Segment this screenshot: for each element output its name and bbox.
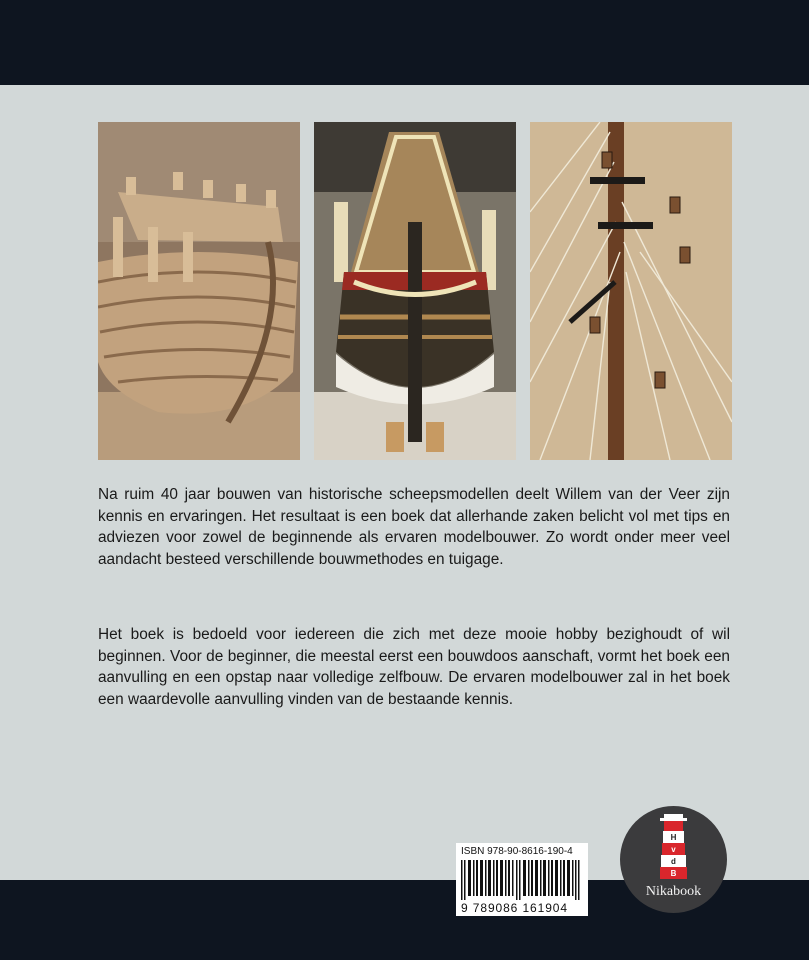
logo-letter-v: v [671,845,676,854]
publisher-logo [620,806,727,913]
isbn-label: ISBN 978-90-8616-190-4 [461,846,573,857]
barcode-bars [461,860,583,900]
logo-letter-d: d [671,857,676,866]
logo-letter-h: H [670,833,677,842]
logo-letter-b: B [670,869,677,878]
isbn-barcode [456,843,588,916]
photo-hull-frames [98,122,300,460]
ean-digits: 9 789086 161904 [461,901,568,915]
blurb-paragraph-1: Na ruim 40 jaar bouwen van historische scheepsmodellen deelt Willem van der Veer zijn kennis en ervaringen. Het resultaat is een boek dat allerhande zaken belicht vol met tips en adviezen voor zowel de beginnende als ervaren modelbouwer. Zo wordt onder meer veel aandacht besteed verschillende bouwmethodes en tuigage. [98,486,730,568]
blurb-paragraph-2: Het boek is bedoeld voor iedereen die zich met deze mooie hobby bezighoudt of wil beginnen. Voor de beginner, die meestal eerst een bouwdoos aanschaft, vormt het boek een aanvulling en een opstap naar volledige zelfbouw. De ervaren modelbouwer zal in het boek een waardevolle aanvulling vinden van de bestaande kennis. [98,626,730,708]
photo-ship-bow [314,122,516,460]
photo-mast-rigging [530,122,732,460]
top-band [0,0,809,85]
publisher-name: Nikabook [645,884,702,899]
